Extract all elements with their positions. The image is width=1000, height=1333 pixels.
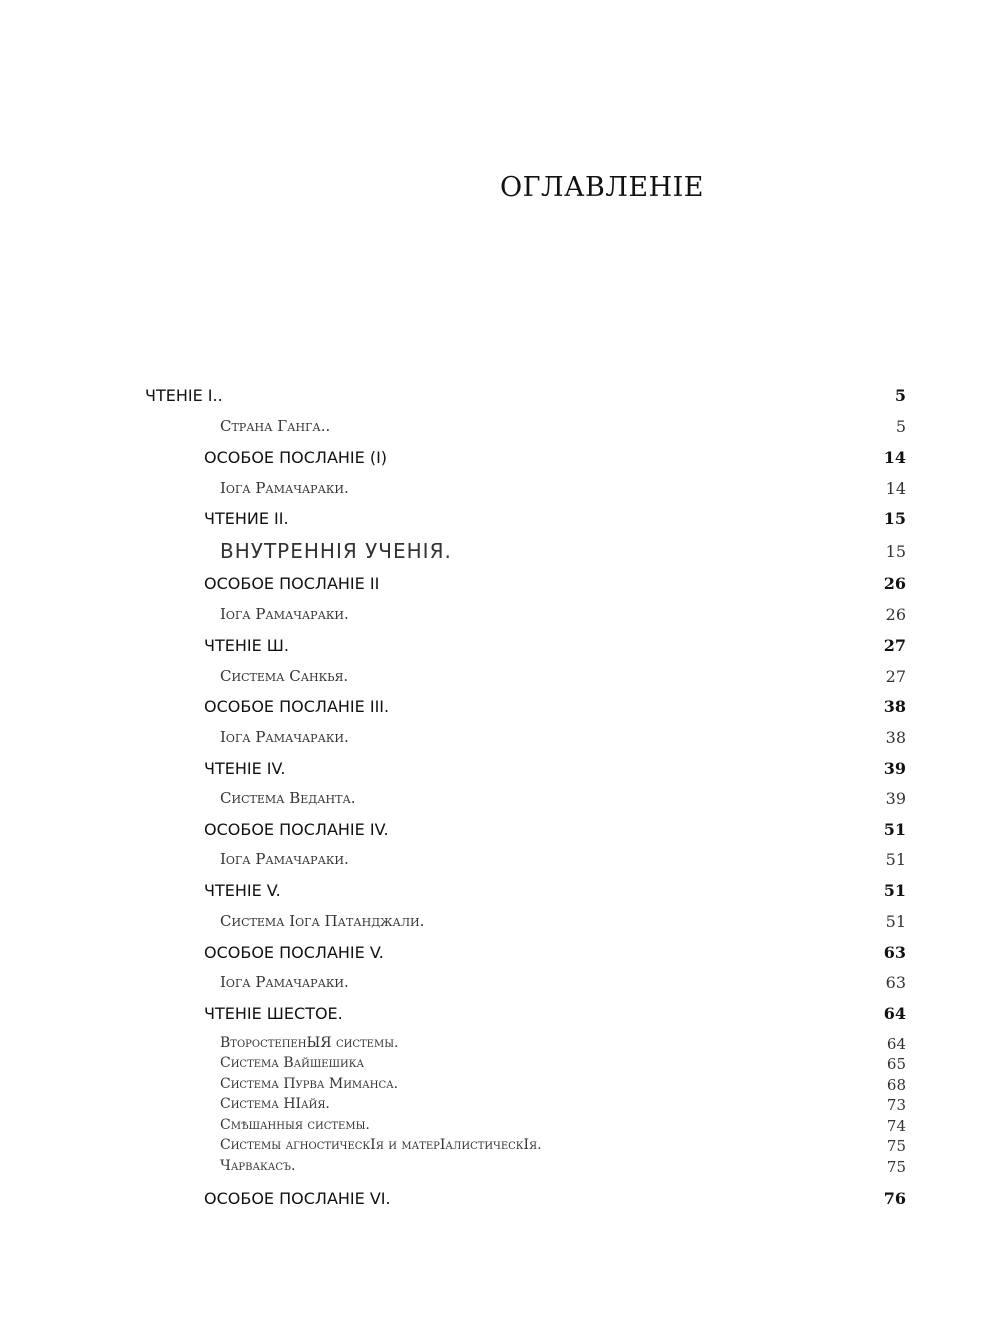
toc-entry[interactable] <box>0 448 1000 472</box>
toc-entry-page: 27 <box>883 636 906 655</box>
toc-entry-label: ЧТЕНІЕ I.. <box>145 386 223 405</box>
toc-entry-label: ЧТЕНІЕ IV. <box>204 759 286 778</box>
toc-entry[interactable] <box>0 850 1000 874</box>
toc-entry[interactable] <box>0 820 1000 844</box>
toc-entry[interactable] <box>0 509 1000 533</box>
toc-entry-label: ЧТЕНІЕ Ш. <box>204 636 289 655</box>
toc-entry-page: 74 <box>886 1117 906 1135</box>
toc-entry[interactable] <box>0 417 1000 441</box>
toc-entry-label: ЧТЕНІЕ V. <box>204 881 281 900</box>
toc-entry-page: 73 <box>886 1096 906 1114</box>
toc-entry-page: 76 <box>883 1189 906 1208</box>
toc-entry-page: 26 <box>883 574 906 593</box>
toc-entry-page: 75 <box>886 1137 906 1155</box>
toc-entry[interactable] <box>0 539 1000 566</box>
toc-entry-page: 14 <box>883 448 906 467</box>
toc-entry-label: ОСОБОЕ ПОСЛАНІЕ V. <box>204 943 384 962</box>
toc-entry-label: Система Іога Патанджали. <box>220 912 425 930</box>
toc-entry[interactable] <box>0 667 1000 691</box>
toc-entry-page: 14 <box>885 479 906 498</box>
toc-entry[interactable] <box>0 386 1000 410</box>
toc-entry-page: 15 <box>885 542 906 561</box>
toc-entry-label: Система НІайя. <box>220 1096 330 1112</box>
toc-entry-label: Чарвакасъ. <box>220 1158 296 1174</box>
toc-entry-label: Страна Ганга.. <box>220 417 331 435</box>
toc-entry-page: 15 <box>883 509 906 528</box>
toc-entry-page: 38 <box>885 728 906 747</box>
toc-entry-label: ОСОБОЕ ПОСЛАНІЕ III. <box>204 697 390 716</box>
toc-entry-label: Іога Рамачараки. <box>220 605 349 623</box>
toc-entry-label: ОСОБОЕ ПОСЛАНІЕ II <box>204 574 380 593</box>
toc-entry-page: 39 <box>885 789 906 808</box>
toc-entry-page: 39 <box>883 759 906 778</box>
toc-entry[interactable] <box>0 759 1000 783</box>
toc-entry-page: 38 <box>883 697 906 716</box>
toc-entry-label: ОСОБОЕ ПОСЛАНІЕ VI. <box>204 1189 391 1208</box>
toc-entry-page: 68 <box>886 1076 906 1094</box>
toc-entry-label: Система Веданта. <box>220 789 356 807</box>
toc-entry-label: Система Санкья. <box>220 667 349 685</box>
toc-entry-label: Смѣшанныя системы. <box>220 1117 370 1133</box>
toc-entry-label: Іога Рамачараки. <box>220 973 349 991</box>
toc-entry[interactable] <box>0 973 1000 997</box>
toc-entry-page: 5 <box>894 386 906 405</box>
toc-entry[interactable] <box>0 789 1000 813</box>
toc-entry[interactable] <box>0 574 1000 598</box>
toc-entry-label: Система Пурва Миманса. <box>220 1076 399 1092</box>
toc-entry[interactable] <box>0 1158 1000 1182</box>
toc-entry-label: Системы агностическІя и матерІалистическІя. <box>220 1137 542 1153</box>
toc-entry-page: 5 <box>895 417 906 436</box>
toc-entry-label: Іога Рамачараки. <box>220 728 349 746</box>
toc-entry-label: Іога Рамачараки. <box>220 850 349 868</box>
toc-entry-page: 26 <box>885 605 906 624</box>
toc-entry[interactable] <box>0 943 1000 967</box>
toc-entry-page: 51 <box>883 820 906 839</box>
toc-entry-page: 63 <box>883 943 906 962</box>
toc-entry-label: Система Вайшешика <box>220 1055 365 1071</box>
toc-entry[interactable] <box>0 1189 1000 1213</box>
toc-entry-label: ОСОБОЕ ПОСЛАНІЕ IV. <box>204 820 389 839</box>
toc-entry[interactable] <box>0 1004 1000 1028</box>
toc-entry-label: Іога Рамачараки. <box>220 479 349 497</box>
toc-entry-page: 51 <box>885 912 906 931</box>
toc-entry-page: 51 <box>883 881 906 900</box>
toc-entry-page: 63 <box>885 973 906 992</box>
toc-entry-page: 64 <box>883 1004 906 1023</box>
toc-entry[interactable] <box>0 881 1000 905</box>
toc-entry-label: ВторостепенЫЯ системы. <box>220 1035 399 1051</box>
toc-entry[interactable] <box>0 697 1000 721</box>
toc-entry-page: 75 <box>886 1158 906 1176</box>
toc-entry[interactable] <box>0 636 1000 660</box>
toc-entry-page: 64 <box>886 1035 906 1053</box>
page-title: ОГЛАВЛЕНІЕ <box>500 172 704 203</box>
toc-entry-label: ЧТЕНИЕ II. <box>204 509 289 528</box>
toc-entry[interactable] <box>0 605 1000 629</box>
toc-entry[interactable] <box>0 912 1000 936</box>
toc-entry-label: ЧТЕНІЕ ШЕСТОЕ. <box>204 1004 343 1023</box>
toc-entry-label: ОСОБОЕ ПОСЛАНІЕ (I) <box>204 448 388 467</box>
toc-entry-label: ВНУТРЕННІЯ УЧЕНІЯ. <box>220 539 452 563</box>
toc-entry-page: 27 <box>885 667 906 686</box>
toc-entry[interactable] <box>0 728 1000 752</box>
toc-entry-page: 65 <box>886 1055 906 1073</box>
toc-entry-page: 51 <box>885 850 906 869</box>
toc-entry[interactable] <box>0 479 1000 503</box>
